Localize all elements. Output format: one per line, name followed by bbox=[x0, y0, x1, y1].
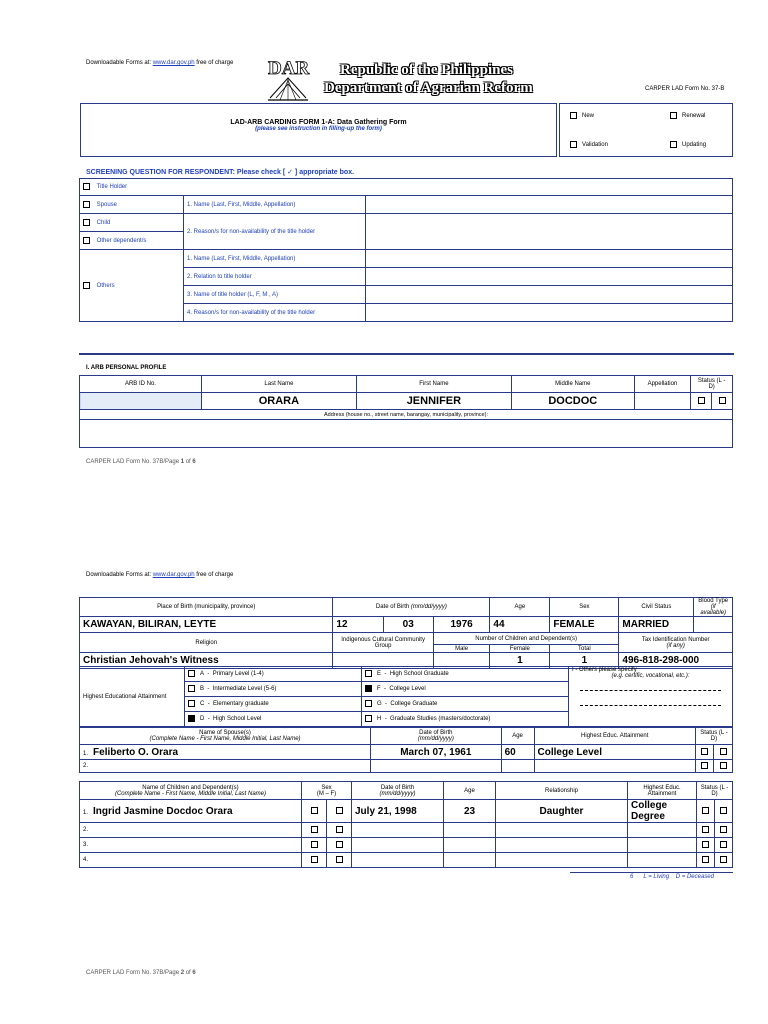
screening-question: SCREENING QUESTION FOR RESPONDENT: Please check [ ✓ ] appropriate box. bbox=[86, 169, 355, 176]
civil-status-header: Civil Status bbox=[619, 598, 694, 617]
child-2-status-l[interactable] bbox=[697, 823, 715, 838]
female-header: Female bbox=[490, 645, 550, 653]
child-3-status-l[interactable] bbox=[697, 838, 715, 853]
child-dob-header: Date of Birth (mm/dd/yyyy) bbox=[352, 782, 444, 800]
respondent-title-holder[interactable]: Title Holder bbox=[80, 179, 733, 196]
respondent-spouse[interactable]: Spouse bbox=[80, 196, 184, 214]
child-2-name[interactable]: 2. bbox=[80, 823, 302, 838]
child-4-sex-f[interactable] bbox=[327, 853, 352, 868]
educ-f-checkbox-checked[interactable] bbox=[365, 685, 372, 692]
option-validation[interactable]: Validation bbox=[570, 141, 608, 148]
child-1-sex-f[interactable] bbox=[327, 800, 352, 823]
dob-year[interactable]: 1976 bbox=[433, 617, 490, 633]
child-1-educ[interactable]: College Degree bbox=[628, 800, 697, 823]
child-row bbox=[80, 853, 733, 868]
child-4-m-box[interactable] bbox=[311, 856, 318, 863]
child-3-relationship[interactable] bbox=[496, 838, 628, 853]
educ-d-checkbox-checked[interactable] bbox=[188, 715, 195, 722]
child-4-l-box[interactable] bbox=[702, 856, 709, 863]
age-header: Age bbox=[490, 598, 550, 617]
educ-b-checkbox[interactable] bbox=[188, 685, 195, 692]
spouse-row bbox=[80, 760, 733, 773]
blood-type-field[interactable] bbox=[694, 617, 733, 633]
education-label: Highest Educational Attainment bbox=[80, 667, 185, 727]
spouse-dob-header: Date of Birth (mm/dd/yyyy) bbox=[371, 728, 502, 745]
educ-option-c[interactable]: C - Elementary graduate bbox=[185, 697, 362, 712]
spouse-age-header: Age bbox=[501, 728, 534, 745]
other-dependents-checkbox[interactable] bbox=[83, 237, 90, 244]
child-1-status-l[interactable] bbox=[697, 800, 715, 823]
child-2-sex-m[interactable] bbox=[302, 823, 327, 838]
child-4-f-box[interactable] bbox=[336, 856, 343, 863]
dob-month[interactable]: 12 bbox=[333, 617, 383, 633]
total-count-value[interactable]: 1 bbox=[550, 653, 619, 669]
others-checkbox[interactable] bbox=[83, 282, 90, 289]
total-header: Total bbox=[550, 645, 619, 653]
spouse-table bbox=[79, 727, 733, 773]
child-1-age[interactable]: 23 bbox=[444, 800, 496, 823]
pob-value[interactable]: KAWAYAN, BILIRAN, LEYTE bbox=[80, 617, 333, 633]
others-name-label: 1. Name (Last, First, Middle, Appellation) bbox=[184, 250, 366, 268]
spouse-name-header: Name of Spouse(s) (Complete Name - First Name, Middle Initial, Last Name) bbox=[80, 728, 371, 745]
section-divider bbox=[79, 353, 734, 355]
spouse-name-label: 1. Name (Last, First, Middle, Appellation) bbox=[184, 196, 366, 214]
educ-others-line-2[interactable] bbox=[580, 704, 721, 706]
child-1-d-box[interactable] bbox=[720, 807, 727, 814]
child-3-dob[interactable] bbox=[352, 838, 444, 853]
child-4-age[interactable] bbox=[444, 853, 496, 868]
spouse-2-status-d[interactable] bbox=[714, 760, 733, 773]
address-field[interactable] bbox=[80, 420, 733, 448]
child-3-name[interactable]: 3. bbox=[80, 838, 302, 853]
child-sex-header: Sex (M – F) bbox=[302, 782, 352, 800]
option-updating[interactable]: Updating bbox=[670, 141, 706, 148]
child-3-sex-f[interactable] bbox=[327, 838, 352, 853]
status-l-checkbox[interactable] bbox=[691, 393, 712, 410]
spouse-name-field[interactable] bbox=[366, 196, 733, 214]
department-title: Department of Agrarian Reform bbox=[324, 80, 533, 96]
educ-others[interactable]: I - Others please specify (e.g. certific, vocational, etc.): bbox=[569, 667, 733, 727]
child-3-d-box[interactable] bbox=[720, 841, 727, 848]
respondent-others[interactable]: Others bbox=[80, 250, 184, 322]
child-2-d-box[interactable] bbox=[720, 826, 727, 833]
republic-title: Republic of the Philippines bbox=[340, 62, 513, 78]
child-1-dob[interactable]: July 21, 1998 bbox=[352, 800, 444, 823]
spouse-status-header: Status (L - D) bbox=[695, 728, 732, 745]
personal-info-table bbox=[79, 597, 733, 669]
child-status-header: Status (L - D) bbox=[697, 782, 733, 800]
respondent-child[interactable]: Child bbox=[80, 214, 184, 232]
educ-option-b[interactable]: B - Intermediate Level (5-6) bbox=[185, 682, 362, 697]
spouse-1-l-box[interactable] bbox=[701, 748, 708, 755]
child-2-dob[interactable] bbox=[352, 823, 444, 838]
male-header: Male bbox=[433, 645, 490, 653]
child-3-status-d[interactable] bbox=[715, 838, 733, 853]
child-4-sex-m[interactable] bbox=[302, 853, 327, 868]
child-3-l-box[interactable] bbox=[702, 841, 709, 848]
child-4-dob[interactable] bbox=[352, 853, 444, 868]
child-checkbox[interactable] bbox=[83, 219, 90, 226]
child-1-name[interactable]: 1. Ingrid Jasmine Docdoc Orara bbox=[80, 800, 302, 823]
child-2-f-box[interactable] bbox=[336, 826, 343, 833]
form-title-box bbox=[80, 103, 557, 157]
blood-type-header: Blood Type (if available) bbox=[694, 598, 733, 617]
educ-e-checkbox[interactable] bbox=[365, 670, 372, 677]
child-4-educ[interactable] bbox=[628, 853, 697, 868]
child-3-sex-m[interactable] bbox=[302, 838, 327, 853]
others-relation-label: 2. Relation to title holder bbox=[184, 268, 366, 286]
child-1-m-box[interactable] bbox=[311, 807, 318, 814]
child-educ-header: Highest Educ. Attainment bbox=[628, 782, 697, 800]
others-reason-label: 4. Reason/s for non-availability of the title holder bbox=[184, 304, 366, 322]
tin-value[interactable]: 496-818-298-000 bbox=[619, 653, 733, 669]
educ-option-a[interactable]: A - Primary Level (1-4) bbox=[185, 667, 362, 682]
legend-rule bbox=[570, 872, 733, 873]
spouse-1-d-box[interactable] bbox=[720, 748, 727, 755]
child-1-f-box[interactable] bbox=[336, 807, 343, 814]
tin-header: Tax Identification Number (if any) bbox=[619, 633, 733, 653]
last-name-value[interactable]: ORARA bbox=[201, 393, 356, 410]
dar-link[interactable]: www.dar.gov.ph bbox=[152, 60, 195, 66]
child-1-l-box[interactable] bbox=[702, 807, 709, 814]
educ-option-e[interactable]: E - High School Graduate bbox=[362, 667, 569, 682]
spouse-2-l-box[interactable] bbox=[701, 762, 708, 769]
profile-heading: I. ARB PERSONAL PROFILE bbox=[86, 365, 167, 371]
child-name-header: Name of Children and Dependent(s) (Complete Name - First Name, Middle Initial, Last Name) bbox=[80, 782, 302, 800]
educ-option-g[interactable]: G - College Graduate bbox=[362, 697, 569, 712]
spouse-1-status-d[interactable] bbox=[714, 745, 733, 760]
dar-link-2[interactable]: www.dar.gov.ph bbox=[152, 572, 195, 578]
spouse-1-educ[interactable]: College Level bbox=[534, 745, 695, 760]
new-checkbox[interactable] bbox=[570, 112, 577, 119]
spouse-2-status-l[interactable] bbox=[695, 760, 714, 773]
form-title: LAD-ARB CARDING FORM 1-A: Data Gathering Form bbox=[230, 119, 407, 126]
child-3-m-box[interactable] bbox=[311, 841, 318, 848]
spouse-1-status-l[interactable] bbox=[695, 745, 714, 760]
sex-value[interactable]: FEMALE bbox=[550, 617, 619, 633]
child-1-sex-m[interactable] bbox=[302, 800, 327, 823]
spouse-1-dob[interactable]: March 07, 1961 bbox=[371, 745, 502, 760]
spouse-2-dob[interactable] bbox=[371, 760, 502, 773]
child-4-relationship[interactable] bbox=[496, 853, 628, 868]
title-holder-checkbox[interactable] bbox=[83, 183, 90, 190]
appellation-header: Appellation bbox=[634, 376, 691, 393]
downloadable-note-2: Downloadable Forms at: www.dar.gov.ph free of charge bbox=[86, 572, 234, 578]
dar-logo-icon bbox=[266, 56, 310, 102]
child-4-name[interactable]: 4. bbox=[80, 853, 302, 868]
educ-g-checkbox[interactable] bbox=[365, 700, 372, 707]
status-header: Status (L - D) bbox=[691, 376, 733, 393]
child-4-status-d[interactable] bbox=[715, 853, 733, 868]
child-2-relationship[interactable] bbox=[496, 823, 628, 838]
status-d-box[interactable] bbox=[719, 397, 726, 404]
child-1-status-d[interactable] bbox=[715, 800, 733, 823]
svg-text:DAR: DAR bbox=[268, 58, 310, 79]
arb-id-field[interactable] bbox=[80, 393, 202, 410]
middle-name-header: Middle Name bbox=[511, 376, 634, 393]
child-4-d-box[interactable] bbox=[720, 856, 727, 863]
last-name-header: Last Name bbox=[201, 376, 356, 393]
religion-value[interactable]: Christian Jehovah's Witness bbox=[80, 653, 333, 669]
respondent-other-dependents[interactable]: Other dependent/s bbox=[80, 232, 184, 250]
child-2-educ[interactable] bbox=[628, 823, 697, 838]
option-renewal[interactable]: Renewal bbox=[670, 112, 705, 119]
spouse-2-educ[interactable] bbox=[534, 760, 695, 773]
first-name-header: First Name bbox=[356, 376, 511, 393]
spouse-reason-field[interactable] bbox=[366, 214, 733, 250]
others-reason-field[interactable] bbox=[366, 304, 733, 322]
child-row bbox=[80, 823, 733, 838]
page1-footer: CARPER LAD Form No. 37B/Page 1 of 6 bbox=[86, 459, 196, 465]
first-name-value[interactable]: JENNIFER bbox=[356, 393, 511, 410]
child-4-status-l[interactable] bbox=[697, 853, 715, 868]
child-1-relationship[interactable]: Daughter bbox=[496, 800, 628, 823]
profile-table bbox=[79, 375, 733, 448]
appellation-field[interactable] bbox=[634, 393, 691, 410]
child-2-m-box[interactable] bbox=[311, 826, 318, 833]
status-l-box[interactable] bbox=[698, 397, 705, 404]
spouse-checkbox[interactable] bbox=[83, 201, 90, 208]
screening-table bbox=[79, 178, 733, 322]
educ-option-h[interactable]: H - Graduate Studies (masters/doctorate) bbox=[362, 712, 569, 727]
middle-name-value[interactable]: DOCDOC bbox=[511, 393, 634, 410]
spouse-2-d-box[interactable] bbox=[720, 762, 727, 769]
others-name-field[interactable] bbox=[366, 250, 733, 268]
others-title-holder-field[interactable] bbox=[366, 286, 733, 304]
child-3-age[interactable] bbox=[444, 838, 496, 853]
educ-c-checkbox[interactable] bbox=[188, 700, 195, 707]
spouse-2-name[interactable]: 2. bbox=[80, 760, 371, 773]
dob-header: Date of Birth (mm/dd/yyyy) bbox=[333, 598, 490, 617]
child-relationship-header: Relationship bbox=[496, 782, 628, 800]
others-relation-field[interactable] bbox=[366, 268, 733, 286]
religion-header: Religion bbox=[80, 633, 333, 653]
form-instruction: (please see instruction in filling-up the form) bbox=[255, 126, 382, 132]
female-count-value[interactable]: 1 bbox=[490, 653, 550, 669]
spouse-row bbox=[80, 745, 733, 760]
child-2-status-d[interactable] bbox=[715, 823, 733, 838]
educ-option-f[interactable]: F - College Level bbox=[362, 682, 569, 697]
form-options-box bbox=[559, 103, 733, 157]
education-table bbox=[79, 666, 733, 727]
child-row bbox=[80, 800, 733, 823]
renewal-checkbox[interactable] bbox=[670, 112, 677, 119]
child-row bbox=[80, 838, 733, 853]
child-2-l-box[interactable] bbox=[702, 826, 709, 833]
page2-footer: CARPER LAD Form No. 37B/Page 2 of 6 bbox=[86, 970, 196, 976]
others-title-holder-label: 3. Name of title holder (L, F, M , A) bbox=[184, 286, 366, 304]
educ-others-line-1[interactable] bbox=[580, 689, 721, 691]
spouse-2-age[interactable] bbox=[501, 760, 534, 773]
spouse-1-name[interactable]: 1. Feliberto O. Orara bbox=[80, 745, 371, 760]
validation-checkbox[interactable] bbox=[570, 141, 577, 148]
age-value[interactable]: 44 bbox=[490, 617, 550, 633]
address-label: Address (house no., street name, barangay, municipality, province): bbox=[80, 410, 733, 420]
sex-header: Sex bbox=[550, 598, 619, 617]
pob-header: Place of Birth (municipality, province) bbox=[80, 598, 333, 617]
arb-id-header: ARB ID No. bbox=[80, 376, 202, 393]
updating-checkbox[interactable] bbox=[670, 141, 677, 148]
child-3-educ[interactable] bbox=[628, 838, 697, 853]
civil-status-value[interactable]: MARRIED bbox=[619, 617, 694, 633]
educ-h-checkbox[interactable] bbox=[365, 715, 372, 722]
educ-option-d[interactable]: D - High School Level bbox=[185, 712, 362, 727]
downloadable-note: Downloadable Forms at: www.dar.gov.ph free of charge bbox=[86, 60, 234, 66]
dob-day[interactable]: 03 bbox=[383, 617, 433, 633]
children-table bbox=[79, 781, 733, 868]
status-d-checkbox[interactable] bbox=[712, 393, 733, 410]
children-count-header: Number of Children and Dependent(s) bbox=[433, 633, 619, 645]
child-age-header: Age bbox=[444, 782, 496, 800]
icc-header: Indigenous Cultural Community Group bbox=[333, 633, 433, 653]
status-legend: 6 L = Living D = Deceased bbox=[630, 874, 714, 880]
spouse-educ-header: Highest Educ. Attainment bbox=[534, 728, 695, 745]
educ-a-checkbox[interactable] bbox=[188, 670, 195, 677]
child-2-age[interactable] bbox=[444, 823, 496, 838]
spouse-1-age[interactable]: 60 bbox=[501, 745, 534, 760]
option-new[interactable]: New bbox=[570, 112, 594, 119]
form-number: CARPER LAD Form No. 37-B bbox=[645, 86, 725, 92]
child-2-sex-f[interactable] bbox=[327, 823, 352, 838]
spouse-reason-label: 2. Reason/s for non-availability of the title holder bbox=[184, 214, 366, 250]
child-3-f-box[interactable] bbox=[336, 841, 343, 848]
